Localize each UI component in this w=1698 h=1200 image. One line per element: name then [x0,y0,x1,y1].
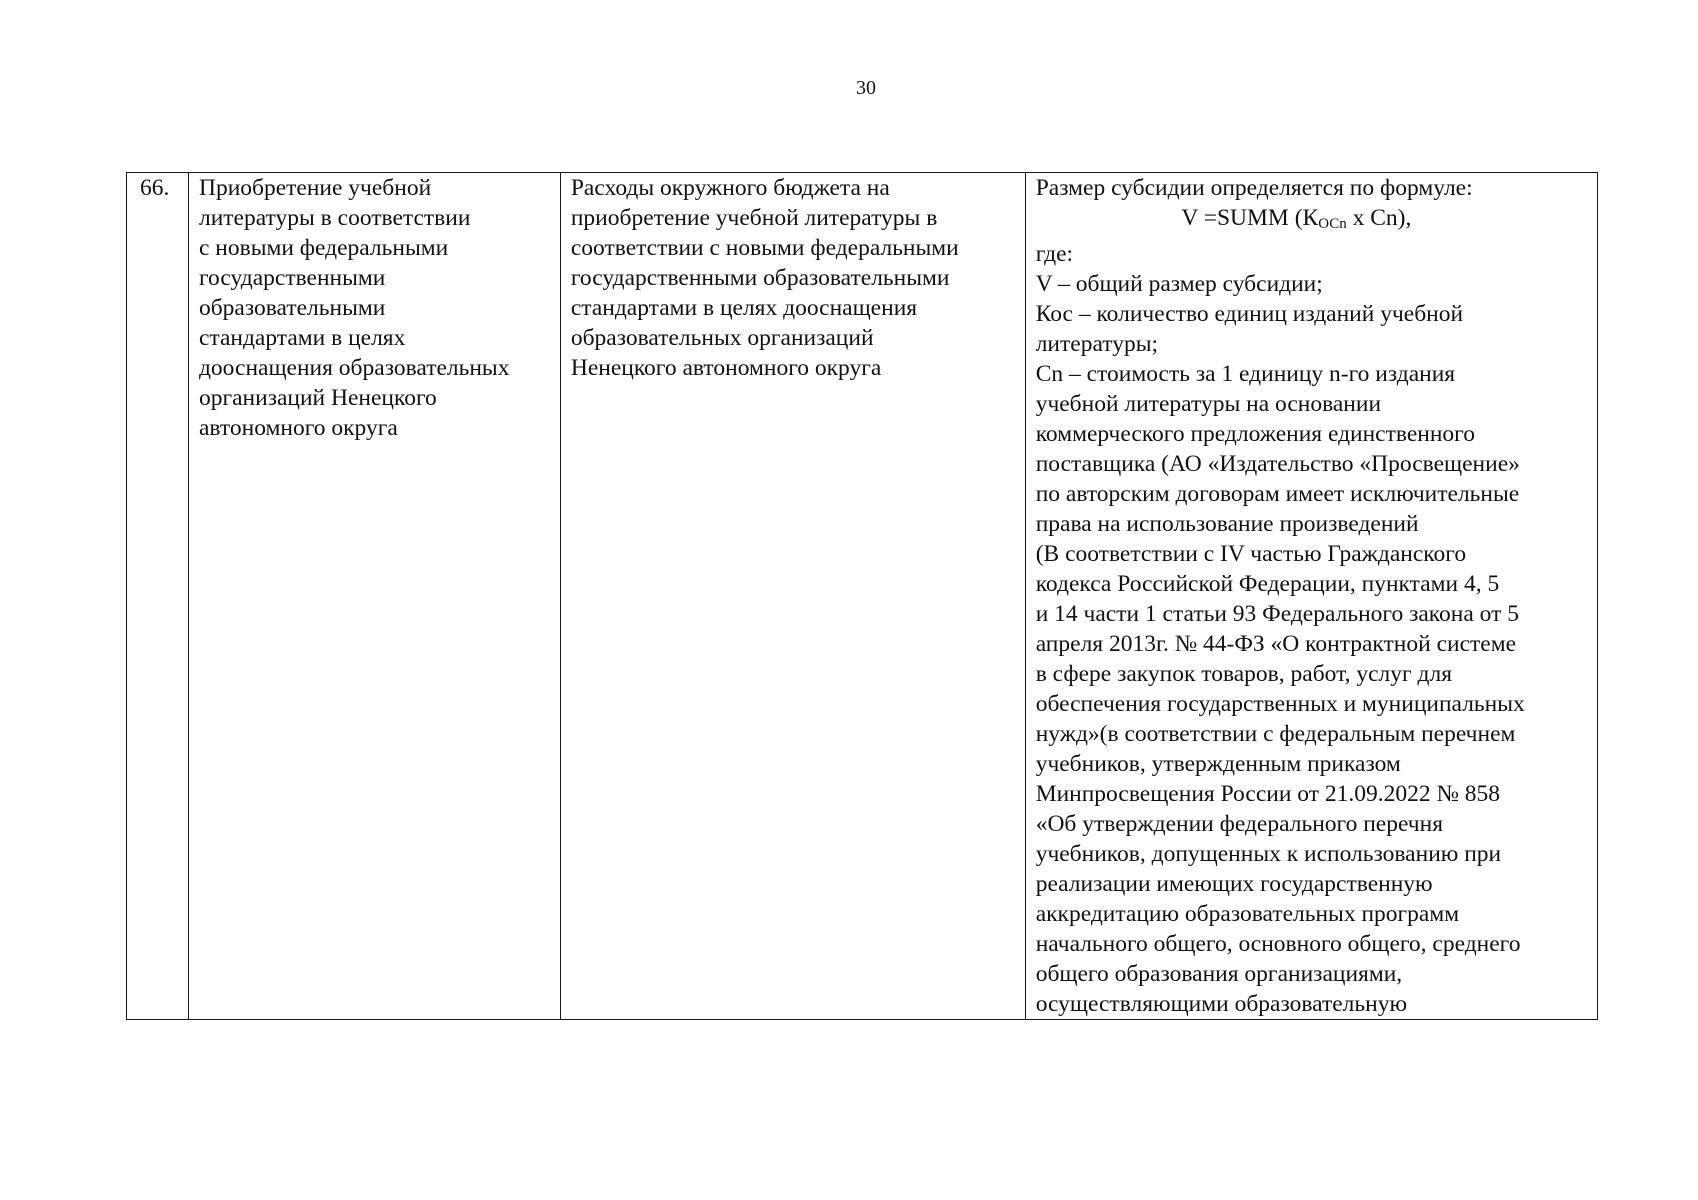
description-line: соответствии с новыми федеральными [570,235,959,261]
formula-expression [1036,203,1597,239]
event-name-line: стандартами в целях [198,325,406,351]
formula-intro: Размер субсидии определяется по формуле: [1035,175,1473,201]
event-name-line: организаций Ненецкого [198,385,437,411]
formula-line: Минпросвещения России от 21.09.2022 № 858 [1035,781,1501,807]
page-number: 30 [856,77,876,99]
description-line: государственными образовательными [570,265,950,291]
description-line: образовательных организаций [570,325,874,351]
description-line: Расходы окружного бюджета на [570,175,890,201]
row-number-cell [127,173,189,1020]
subsidy-table [126,172,1598,1020]
formula-cell [1025,173,1597,1020]
formula-line: обеспечения государственных и муниципальных [1035,691,1525,717]
formula-line: Кос – количество единиц изданий учебной [1035,301,1464,327]
expense-description-cell [560,173,1025,1020]
formula-subscript: ОСn [1318,216,1347,232]
table-row [127,173,1598,1020]
formula-line: и 14 части 1 статьи 93 Федерального закона от 5 [1035,601,1519,627]
formula-line: апреля 2013г. № 44-ФЗ «О контрактной системе [1035,631,1517,657]
formula-line: общего образования организациями, [1035,961,1403,987]
row-number: 66. [140,175,170,201]
event-name-line: литературы в соответствии [198,205,471,231]
formula-line: кодекса Российской Федерации, пунктами 4, 5 [1035,571,1500,597]
formula-line: учебников, допущенных к использованию при [1035,841,1502,867]
formula-line: коммерческого предложения единственного [1035,421,1475,447]
formula-line: поставщика (АО «Издательство «Просвещение» [1035,451,1520,477]
formula-line: V – общий размер субсидии; [1035,271,1323,297]
event-name-line: Приобретение учебной [198,175,432,201]
formula-line: аккредитацию образовательных программ [1035,901,1460,927]
formula-line: по авторским договорам имеет исключительные [1035,481,1520,507]
formula-line: учебников, утвержденным приказом [1035,751,1401,777]
description-line: Ненецкого автономного округа [570,355,882,381]
formula-line: в сфере закупок товаров, работ, услуг для [1035,661,1453,687]
formula-line: начального общего, основного общего, среднего [1035,931,1521,957]
formula-line: осуществляющими образовательную [1035,991,1407,1017]
description-line: стандартами в целях дооснащения [570,295,918,321]
formula-line: реализации имеющих государственную [1035,871,1433,897]
event-name-cell [188,173,560,1020]
formula-line: права на использование произведений [1035,511,1419,537]
formula-line: где: [1035,241,1074,267]
formula-line: (В соответствии с IV частью Гражданского [1035,541,1467,567]
event-name-line: с новыми федеральными [198,235,449,261]
formula-line: учебной литературы на основании [1035,391,1382,417]
formula-line: литературы; [1035,331,1159,357]
formula-expr-start: V =SUMM (К [1181,205,1319,231]
description-line: приобретение учебной литературы в [570,205,938,231]
formula-line: Сn – стоимость за 1 единицу n-го издания [1035,361,1456,387]
event-name-line: автономного округа [198,415,398,441]
formula-line: нужд»(в соответствии с федеральным перечнем [1035,721,1516,747]
event-name-line: дооснащения образовательных [198,355,510,381]
event-name-line: государственными [198,265,386,291]
formula-expr-end: х Сn), [1346,205,1412,231]
formula-line: «Об утверждении федерального перечня [1035,811,1444,837]
event-name-line: образовательными [198,295,386,321]
